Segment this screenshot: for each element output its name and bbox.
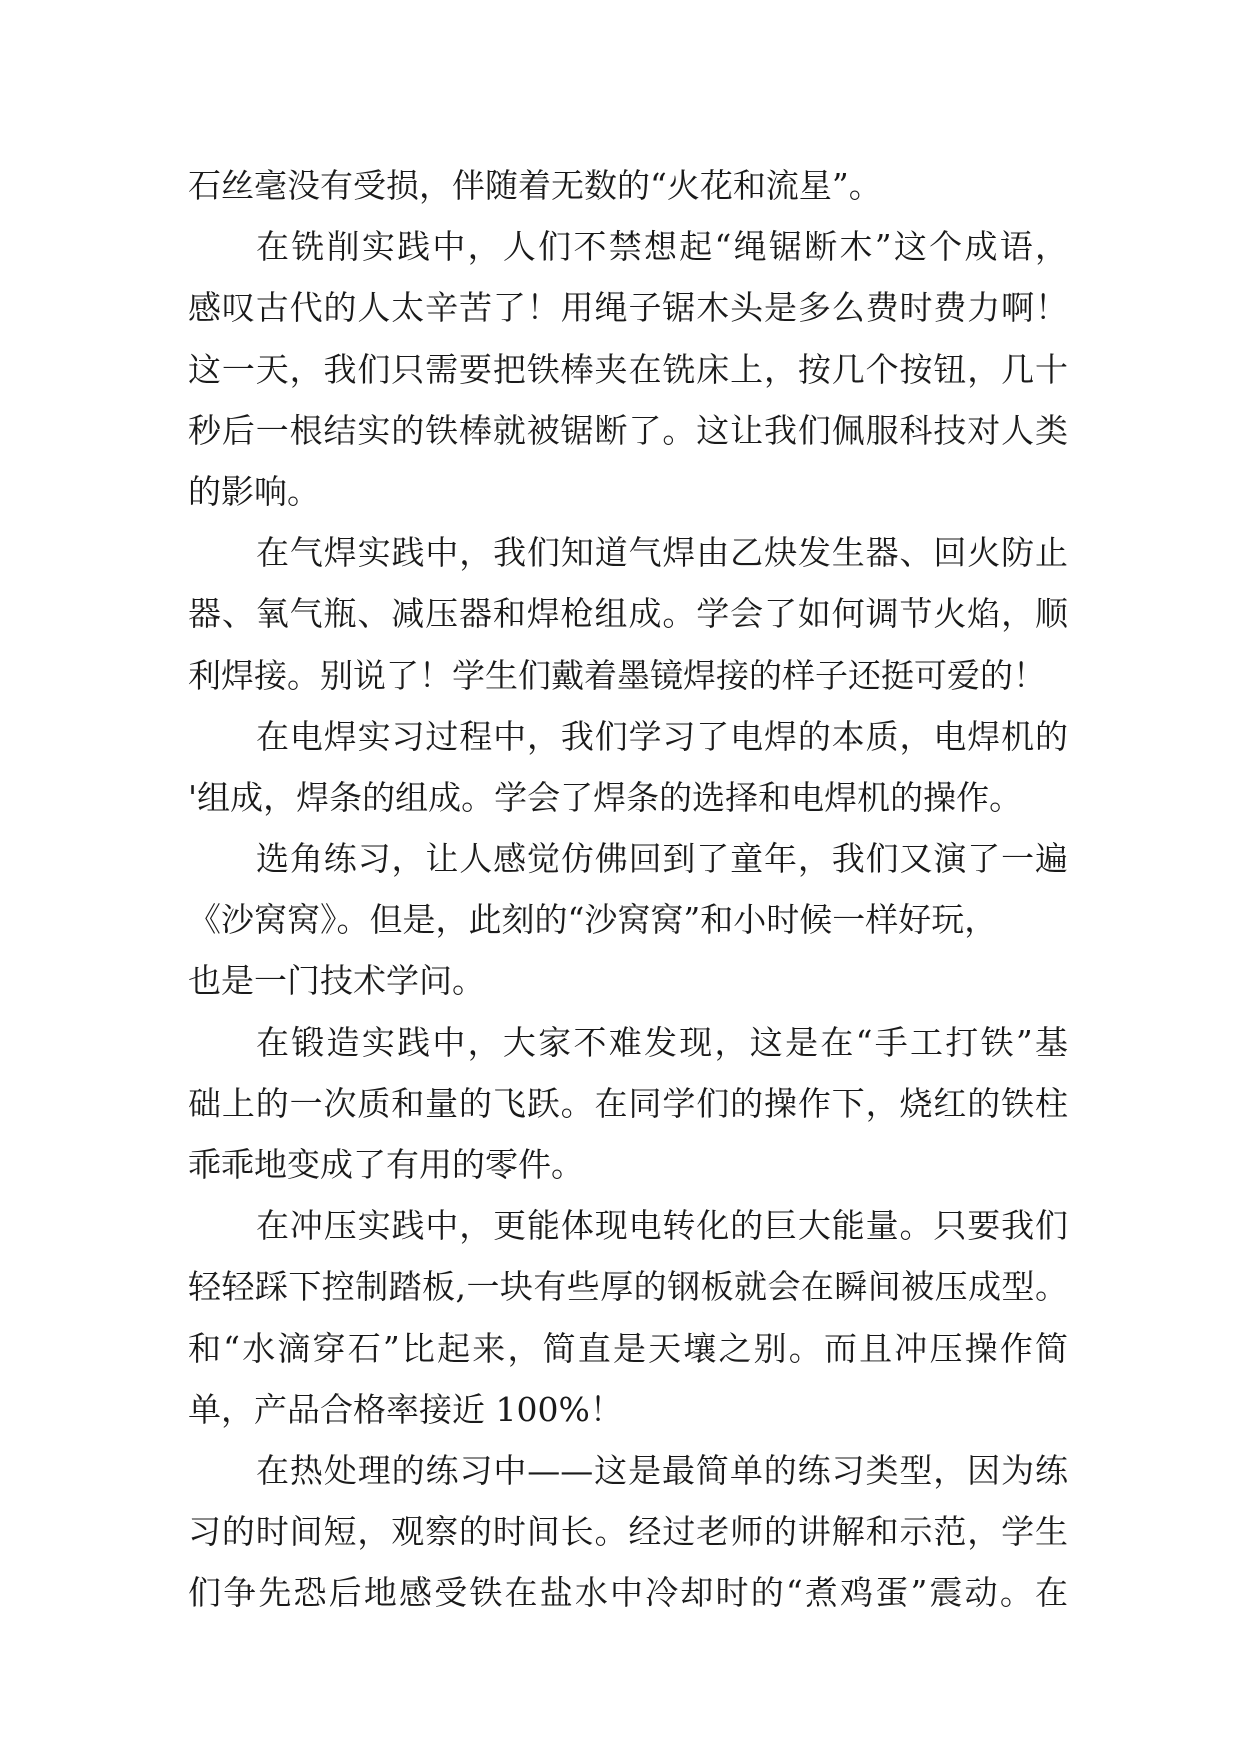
text-line: 习的时间短，观察的时间长。经过老师的讲解和示范，学生 <box>188 1512 1068 1552</box>
text-line: '组成，焊条的组成。学会了焊条的选择和电焊机的操作。 <box>188 777 1023 817</box>
text-line: 这一天，我们只需要把铁棒夹在铣床上，按几个按钮，几十 <box>188 349 1068 389</box>
text-line: 础上的一次质和量的飞跃。在同学们的操作下，烧红的铁柱 <box>188 1083 1068 1123</box>
text-line: 也是一门技术学问。 <box>188 961 485 1001</box>
text-line: 的影响。 <box>188 471 320 511</box>
text-line: 器、氧气瓶、减压器和焊枪组成。学会了如何调节火焰，顺 <box>188 594 1068 634</box>
text-line: 选角练习，让人感觉仿佛回到了童年，我们又演了一遍 <box>256 839 1068 879</box>
text-line: 在锻造实践中，大家不难发现，这是在“手工打铁”基 <box>256 1022 1068 1062</box>
text-line: 利焊接。别说了！学生们戴着墨镜焊接的样子还挺可爱的！ <box>188 655 1046 695</box>
body-text <box>188 155 1068 1624</box>
text-line: 在铣削实践中，人们不禁想起“绳锯断木”这个成语， <box>256 227 1068 267</box>
text-line: 感叹古代的人太辛苦了！用绳子锯木头是多么费时费力啊！ <box>188 288 1068 328</box>
text-line: 《沙窝窝》。但是，此刻的“沙窝窝”和小时候一样好玩， <box>188 900 998 940</box>
text-line: 们争先恐后地感受铁在盐水中冷却时的“煮鸡蛋”震动。在 <box>188 1573 1068 1613</box>
text-line: 在热处理的练习中——这是最简单的练习类型，因为练 <box>256 1450 1068 1490</box>
text-line: 乖乖地变成了有用的零件。 <box>188 1145 584 1184</box>
text-line: 在电焊实习过程中，我们学习了电焊的本质，电焊机的 <box>256 716 1068 756</box>
text-line: 在冲压实践中，更能体现电转化的巨大能量。只要我们 <box>256 1206 1068 1246</box>
text-line: 在气焊实践中，我们知道气焊由乙炔发生器、回火防止 <box>256 533 1068 573</box>
text-line: 轻轻踩下控制踏板,一块有些厚的钢板就会在瞬间被压成型。 <box>188 1267 1068 1307</box>
text-line: 秒后一根结实的铁棒就被锯断了。这让我们佩服科技对人类 <box>188 410 1068 450</box>
text-line: 单，产品合格率接近 100%！ <box>188 1389 623 1429</box>
text-line: 石丝毫没有受损，伴随着无数的“火花和流星”。 <box>188 166 882 205</box>
text-line: 和“水滴穿石”比起来，简直是天壤之别。而且冲压操作简 <box>188 1328 1068 1368</box>
